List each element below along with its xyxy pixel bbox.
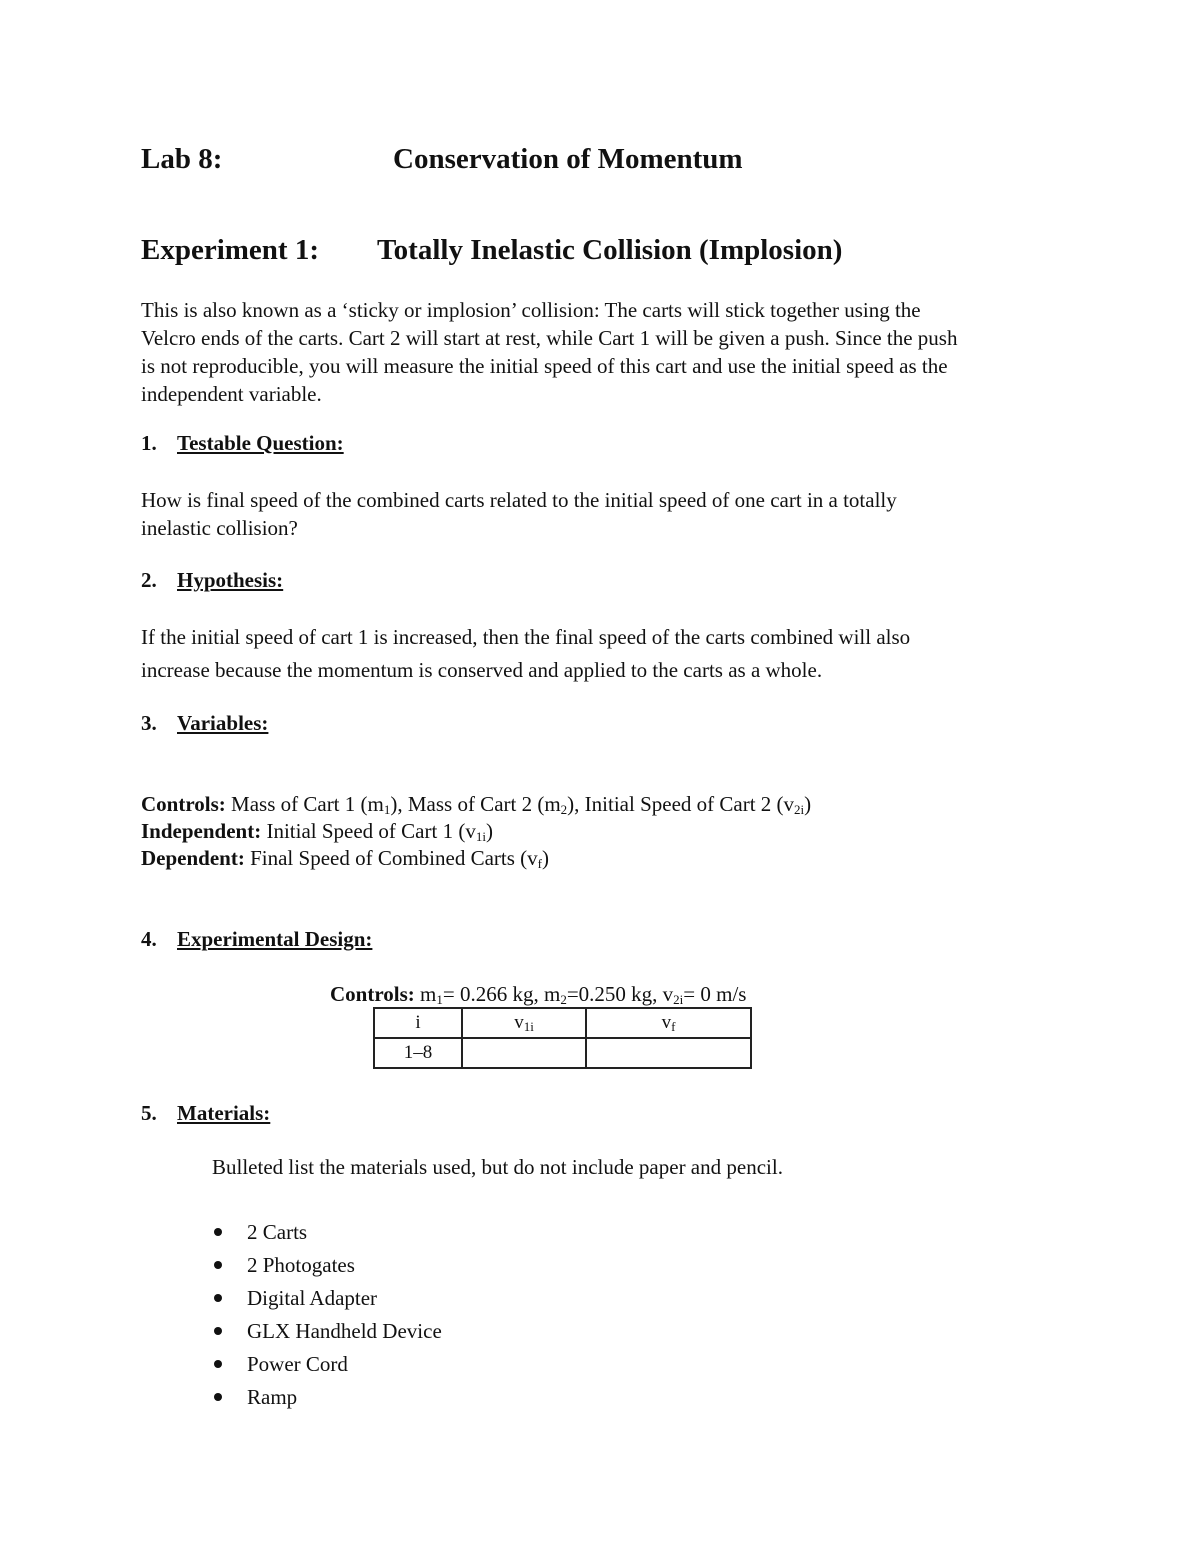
subscript: 1i [475, 829, 486, 844]
controls-text: ), Mass of Cart 2 (m [390, 792, 561, 816]
header-text: v [661, 1012, 672, 1033]
dependent-label: Dependent: [141, 846, 245, 870]
section-number: 1. [141, 431, 157, 455]
question-line: How is final speed of the combined carts related to the initial speed of one cart in a totally [141, 488, 897, 512]
material-label: 2 Carts [247, 1220, 308, 1244]
design-text: =0.250 kg, v [566, 982, 674, 1006]
intro-line: independent variable. [141, 382, 322, 406]
subscript: 1 [383, 802, 391, 817]
section-variables [141, 711, 268, 736]
row-cell-v1i [462, 1038, 586, 1068]
section-hypothesis [141, 568, 283, 593]
subscript: 2i [673, 992, 684, 1007]
material-label: GLX Handheld Device [247, 1319, 442, 1343]
subscript: 1i [523, 1019, 534, 1034]
list-item [212, 1218, 442, 1251]
table-header-row [374, 1008, 751, 1038]
hypothesis-line: increase because the momentum is conserved and applied to the carts as a whole. [141, 658, 823, 682]
section-materials [141, 1101, 270, 1126]
materials-list [212, 1218, 442, 1416]
subscript: 1 [436, 992, 443, 1007]
independent-text: Initial Speed of Cart 1 (v [261, 819, 476, 843]
controls-line [141, 791, 1071, 818]
design-text: = 0.266 kg, m [442, 982, 561, 1006]
list-item [212, 1251, 442, 1284]
intro-line: Velcro ends of the carts. Cart 2 will start at rest, while Cart 1 will be given a push. Since the push [141, 326, 958, 350]
bullet-icon [214, 1228, 222, 1236]
bullet-icon [214, 1261, 222, 1269]
list-item [212, 1284, 442, 1317]
variables-list [141, 791, 1071, 872]
design-text: m [414, 982, 437, 1006]
material-label: Digital Adapter [247, 1286, 378, 1310]
design-controls-line [330, 980, 746, 1008]
bullet-icon [214, 1393, 222, 1401]
intro-line: This is also known as a ‘sticky or implosion’ collision: The carts will stick together using the [141, 298, 921, 322]
row-cell-vf [586, 1038, 751, 1068]
header-text: v [514, 1012, 524, 1033]
material-label: Power Cord [247, 1352, 348, 1376]
controls-text: ), Initial Speed of Cart 2 (v [567, 792, 795, 816]
intro-line: is not reproducible, you will measure the initial speed of this cart and use the initial speed as the [141, 354, 948, 378]
subscript: 2 [560, 802, 568, 817]
controls-text: ) [804, 792, 812, 816]
section-heading: Materials: [177, 1101, 271, 1125]
intro-paragraph [141, 296, 1071, 408]
hypothesis-paragraph [141, 621, 1071, 687]
subscript: f [537, 856, 542, 871]
subscript: 2i [794, 802, 805, 817]
design-table [373, 1007, 752, 1069]
question-paragraph [141, 486, 1071, 542]
experiment-title: Totally Inelastic Collision (Implosion) [377, 234, 843, 266]
independent-text: ) [485, 819, 493, 843]
experiment-label: Experiment 1: [141, 234, 319, 266]
independent-line [141, 818, 1071, 845]
material-label: 2 Photogates [247, 1253, 355, 1277]
list-item [212, 1350, 442, 1383]
list-item [212, 1383, 442, 1416]
bullet-icon [214, 1294, 222, 1302]
header-cell-i: i [374, 1008, 462, 1038]
dependent-line [141, 845, 1071, 872]
subscript: f [671, 1019, 676, 1034]
section-number: 3. [141, 711, 157, 735]
section-testable-question [141, 431, 344, 456]
subscript: 2 [560, 992, 567, 1007]
section-number: 2. [141, 568, 157, 592]
lab-title: Conservation of Momentum [393, 143, 743, 175]
section-heading: Variables: [177, 711, 269, 735]
section-number: 4. [141, 927, 157, 951]
section-heading: Testable Question: [177, 431, 344, 455]
table-row [374, 1038, 751, 1068]
controls-label: Controls: [141, 792, 226, 816]
list-item [212, 1317, 442, 1350]
section-experimental-design [141, 927, 372, 952]
independent-label: Independent: [141, 819, 262, 843]
hypothesis-line: If the initial speed of cart 1 is increased, then the final speed of the carts combined will also [141, 625, 911, 649]
header-cell-v1i [462, 1008, 586, 1038]
bullet-icon [214, 1360, 222, 1368]
section-number: 5. [141, 1101, 157, 1125]
design-text: = 0 m/s [683, 982, 747, 1006]
dependent-text: Final Speed of Combined Carts (v [244, 846, 538, 870]
question-line: inelastic collision? [141, 516, 298, 540]
dependent-text: ) [542, 846, 549, 870]
materials-intro: Bulleted list the materials used, but do not include paper and pencil. [212, 1155, 783, 1179]
material-label: Ramp [247, 1385, 298, 1409]
controls-text: Mass of Cart 1 (m [225, 792, 384, 816]
header-cell-vf [586, 1008, 751, 1038]
section-heading: Hypothesis: [177, 568, 284, 592]
lab-label: Lab 8: [141, 143, 223, 175]
section-heading: Experimental Design: [177, 927, 373, 951]
bullet-icon [214, 1327, 222, 1335]
row-cell-i: 1–8 [374, 1038, 462, 1068]
design-controls-label: Controls: [330, 982, 415, 1006]
